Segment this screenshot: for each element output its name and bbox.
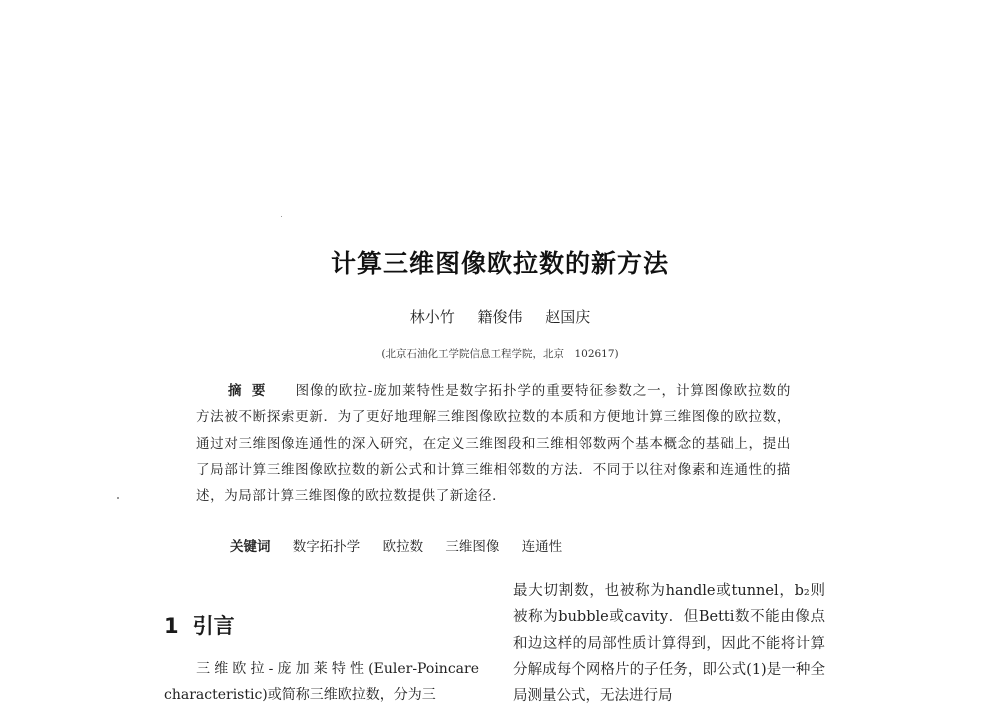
author-list (0, 306, 1000, 327)
keyword: 连通性 (521, 539, 563, 555)
paper-title: 计算三维图像欧拉数的新方法 (330, 249, 669, 278)
abstract (196, 378, 791, 509)
keywords-label: 关键词 (230, 539, 271, 555)
author: 赵国庆 (545, 308, 591, 326)
keyword: 欧拉数 (382, 539, 424, 555)
scan-speck (281, 216, 282, 217)
abstract-text: 图像的欧拉-庞加莱特性是数字拓扑学的重要特征参数之一，计算图像欧拉数的方法被不断探索更新．为了更好地理解三维图像欧拉数的本质和方便地计算三维图像的欧拉数，通过对三维图像连通性的深入研究，在定义三维图段和三维相邻数两个基本概念的基础上，提出了局部计算三维图像欧拉数的新公式和计算三维相邻数的方法．不同于以往对像素和连通性的描述，为局部计算三维图像的欧拉数提供了新途径． (196, 383, 792, 505)
left-paragraph: 三维欧拉-庞加莱特性(Euler-Poincare characteristic)或简称三维欧拉数，分为三 (164, 661, 479, 703)
left-column-text (164, 656, 479, 708)
scan-speck (117, 497, 119, 499)
section-number: 1 (164, 614, 179, 638)
keyword: 三维图像 (445, 539, 500, 555)
right-column-text (513, 578, 825, 709)
abstract-label: 摘要 (228, 383, 276, 399)
affiliation: (北京石油化工学院信息工程学院，北京 102617) (381, 348, 619, 360)
author: 林小竹 (409, 308, 455, 326)
section-title: 引言 (192, 614, 235, 638)
author: 籍俊伟 (477, 308, 523, 326)
keyword: 数字拓扑学 (292, 539, 361, 555)
section-heading (164, 610, 235, 640)
keywords (230, 535, 580, 555)
right-paragraph: 最大切割数，也被称为handle或tunnel，b₂则被称为bubble或cavity．但Betti数不能由像点和边这样的局部性质计算得到，因此不能将计算分解成每个网格片的子任务，即公式(1)是一种全局测量公式，无法进行局 (513, 583, 825, 705)
